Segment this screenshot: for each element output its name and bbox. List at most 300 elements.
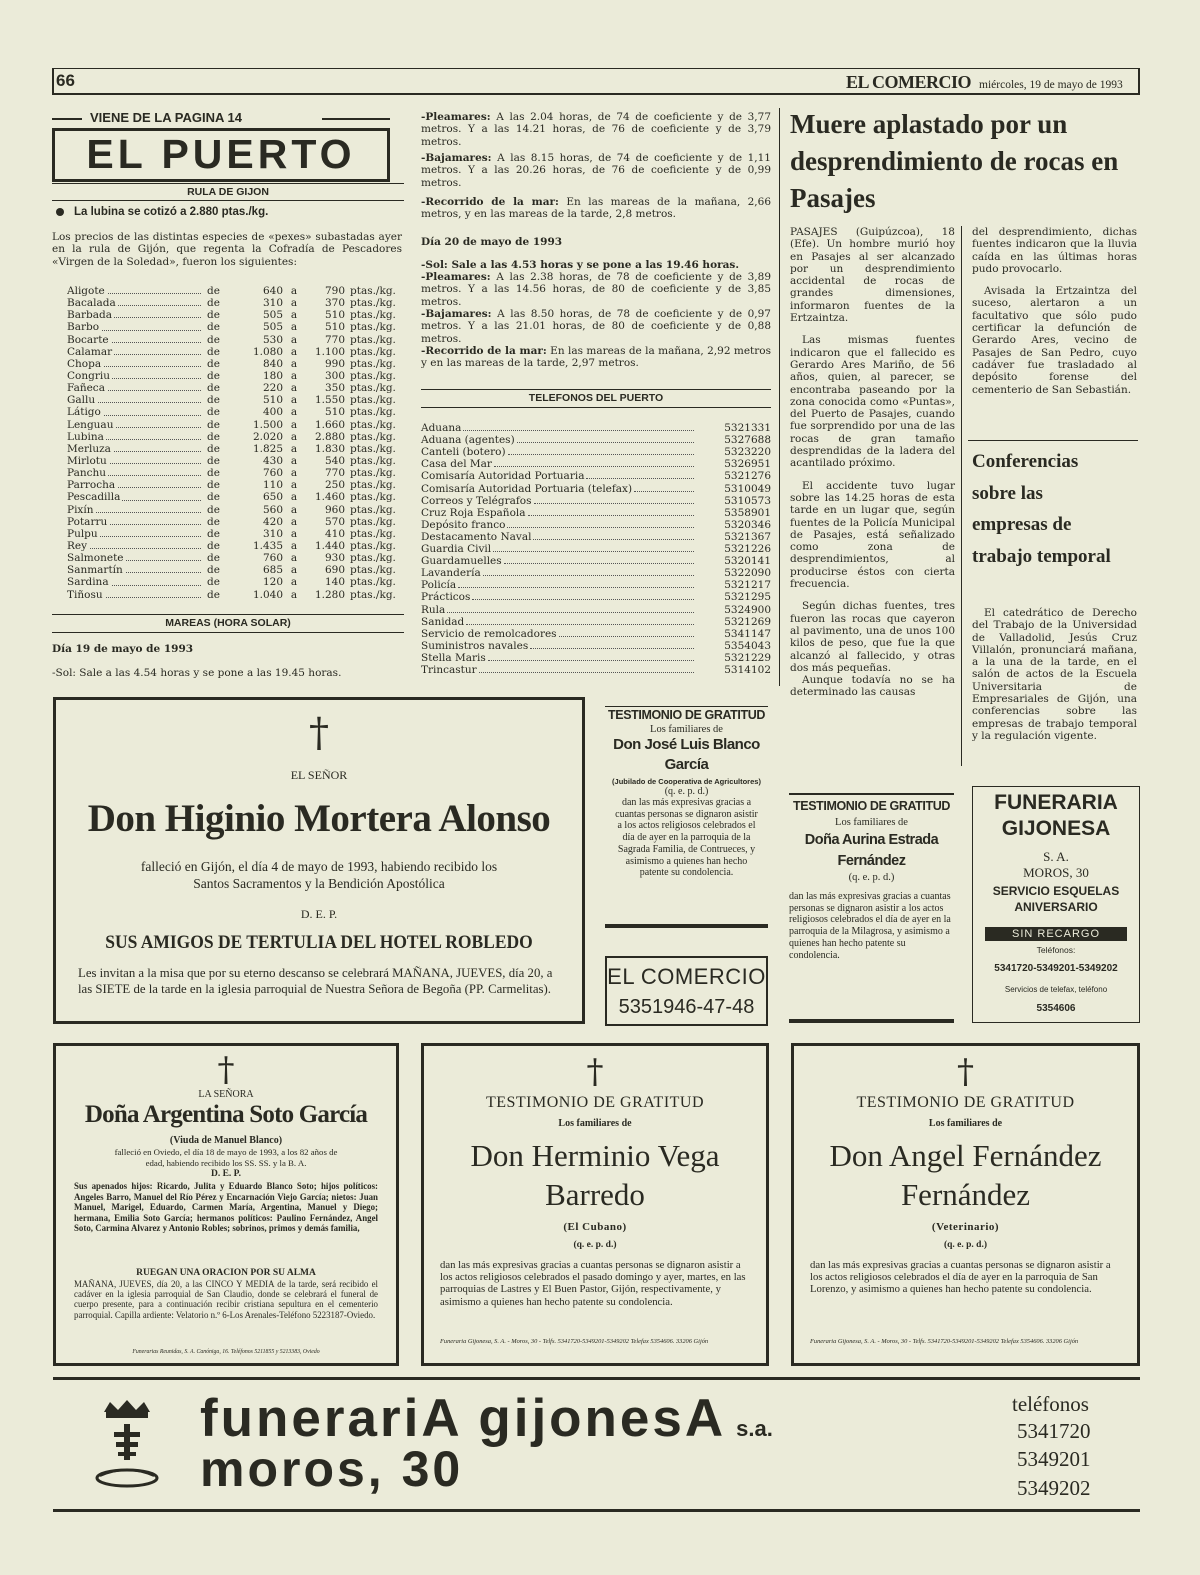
funeraria-tel-label: Teléfonos: — [1036, 945, 1076, 955]
fish-name-text: Rey — [67, 539, 88, 552]
news-paragraph: El accidente tuvo lugar sobre las 14.25 horas de esta tarde en un lugar que, según fuentes de la Policía Municipal de Pasajes, está señalizado como zona de desprendimientos, al producirse éstos con cierta frecuencia. — [790, 479, 955, 591]
crest-icon — [92, 1398, 162, 1490]
fish-high-price: 510 — [324, 309, 345, 322]
puerto-lead: La lubina se cotizó a 2.880 ptas./kg. — [74, 206, 269, 218]
fish-a: a — [290, 564, 298, 577]
fish-unit: ptas./kg. — [350, 321, 396, 334]
fish-a: a — [290, 333, 298, 346]
fish-high-price: 1.440 — [314, 539, 345, 552]
phone-name: Stella Maris — [421, 651, 486, 664]
fish-high-price: 410 — [324, 527, 345, 540]
phone-row — [421, 482, 771, 494]
phone-name: Casa del Mar — [421, 458, 492, 471]
fish-name-text: Lenguau — [67, 418, 114, 431]
leader-dots — [447, 612, 694, 613]
phone-row — [421, 616, 771, 628]
fish-a: a — [290, 442, 298, 455]
fish-name — [67, 540, 207, 552]
phone-number: 5321226 — [724, 543, 771, 556]
fish-name — [67, 576, 207, 588]
fish-name-text: Sanmartín — [67, 564, 123, 577]
leader-dots — [528, 515, 694, 516]
leader-dots — [504, 563, 694, 564]
fish-a: a — [290, 552, 298, 565]
phone-name: Comisaría Autoridad Portuaria — [421, 470, 585, 483]
testimonio-body: dan las más expresivas gracias a cuantas personas se dignaron asistir a los actos religiosos celebrados el día de ayer en la parroquia de San Lorenzo, y asimismo a quienes han hecho patente su condolencia. — [810, 1259, 1111, 1296]
news-paragraph: Aunque todavía no se ha determinado las causas — [790, 674, 955, 699]
fish-low-price: 120 — [262, 576, 283, 589]
fish-de: de — [207, 564, 220, 577]
fish-name — [67, 504, 207, 516]
news-col1 — [790, 226, 955, 699]
fish-name-text: Sardina — [67, 576, 109, 589]
puerto-title: EL PUERTO — [86, 131, 356, 177]
phone-list — [421, 422, 771, 676]
testimonio-sub: (Jubilado de Cooperativa de Agricultores) — [612, 777, 761, 786]
fish-price-row — [67, 382, 402, 394]
testimonio-name: Don José Luis Blanco García — [613, 736, 760, 773]
phone-number: 5321269 — [724, 615, 771, 628]
fish-name — [67, 564, 207, 576]
fish-a: a — [290, 588, 298, 601]
masthead: EL COMERCIO — [846, 72, 972, 92]
fish-high-price: 510 — [324, 406, 345, 419]
fish-unit: ptas./kg. — [350, 369, 396, 382]
phone-row — [421, 507, 771, 519]
obit-name: Doña Argentina Soto García — [84, 1101, 368, 1128]
fish-price-row — [67, 528, 402, 540]
phone-name: Depósito franco — [421, 518, 506, 531]
fish-de: de — [207, 442, 220, 455]
testimonio-qepd: (q. e. p. d.) — [664, 786, 709, 797]
obit-ruegan: RUEGAN UNA ORACION POR SU ALMA — [136, 1268, 316, 1278]
fish-name-text: Panchu — [67, 467, 107, 480]
phone-number: 5314102 — [724, 663, 771, 676]
fish-name-text: Bocarte — [67, 333, 109, 346]
fish-high-price: 350 — [324, 382, 345, 395]
fish-high-price: 930 — [324, 552, 345, 565]
phone-number: 5310049 — [724, 482, 771, 495]
fish-price-row — [67, 455, 402, 467]
fish-low-price: 840 — [262, 357, 283, 370]
fish-name — [67, 321, 207, 333]
fish-low-price: 640 — [262, 285, 283, 297]
news-paragraph: Las mismas fuentes indicaron que el fallecido es Gerardo Ares Mariño, de 56 años, quien, al parecer, se encontraba paseando por la zona conocida como «Puntas», del Puerto de Pasajes, cuando fue sorprendido por una de las rocas de gran tamaño desprendidas de la ladera del acantilado próximo. — [790, 334, 955, 470]
fish-name-text: Lubina — [67, 430, 104, 443]
fish-unit: ptas./kg. — [350, 552, 396, 565]
testimonio-los: Los familiares de — [650, 724, 723, 735]
cross-icon: † — [309, 710, 329, 756]
fish-a: a — [290, 454, 298, 467]
funeraria-box — [972, 786, 1140, 1023]
fish-name-text: Fañeca — [67, 382, 105, 395]
fish-name — [67, 334, 207, 346]
leader-dots — [472, 599, 694, 600]
obituary-soto — [53, 1043, 399, 1366]
phone-name: Policía — [421, 579, 457, 592]
fish-name-text: Látigo — [67, 406, 101, 419]
phone-row — [421, 495, 771, 507]
fish-price-row — [67, 297, 402, 309]
fish-unit: ptas./kg. — [350, 442, 396, 455]
day20-bajamares: -Bajamares: A las 8.50 horas, de 78 de coeficiente y de 0,97 metros. Y a las 21.01 horas, de 80 de coeficiente y de 0,88 metros. — [421, 308, 771, 345]
fish-de: de — [207, 454, 220, 467]
fish-high-price: 1.100 — [314, 345, 345, 358]
obit-died: falleció en Oviedo, el día 18 de mayo de 1993, a los 82 años de edad, habiendo recibido los SS. SS. y la B. A. — [114, 1147, 338, 1168]
fish-de: de — [207, 394, 220, 407]
fish-price-row — [67, 589, 402, 601]
fish-name-text: Pixín — [67, 503, 94, 516]
fish-low-price: 760 — [262, 552, 283, 565]
testimonio-los: Los familiares de — [928, 1118, 1003, 1129]
fish-de: de — [207, 479, 220, 492]
phone-row — [421, 603, 771, 615]
phone-name: Aduana — [421, 422, 462, 435]
fish-de: de — [207, 285, 220, 297]
leader-dots — [483, 575, 694, 576]
day20-recorrido: -Recorrido de la mar: En las mareas de la mañana, 2,92 metros y en las mareas de la tarde, 2,97 metros. — [421, 345, 771, 370]
phone-name: Destacamento Naval — [421, 530, 532, 543]
fish-high-price: 140 — [324, 576, 345, 589]
fish-name — [67, 443, 207, 455]
phone-name: Prácticos — [421, 591, 471, 604]
fish-a: a — [290, 467, 298, 480]
funeraria-name: FUNERARIA — [994, 791, 1118, 814]
footer-ad-phone: 5349202 — [1017, 1476, 1091, 1500]
fish-unit: ptas./kg. — [350, 588, 396, 601]
fish-name — [67, 479, 207, 491]
phone-row — [421, 543, 771, 555]
fish-price-row — [67, 576, 402, 588]
fish-high-price: 990 — [324, 357, 345, 370]
fish-de: de — [207, 588, 220, 601]
fish-a: a — [290, 345, 298, 358]
leader-dots — [458, 587, 694, 588]
fish-high-price: 1.660 — [314, 418, 345, 431]
fish-high-price: 2.880 — [314, 430, 345, 443]
fish-high-price: 510 — [324, 321, 345, 334]
fish-low-price: 505 — [262, 321, 283, 334]
fish-low-price: 760 — [262, 467, 283, 480]
fish-a: a — [290, 285, 298, 297]
leader-dots — [517, 442, 694, 443]
fish-de: de — [207, 333, 220, 346]
obit-line1: falleció en Gijón, el día 4 de mayo de 1993, habiendo recibido los — [140, 859, 498, 874]
comercio-ad-name: EL COMERCIO — [607, 964, 766, 989]
testimonio-body: dan las más expresivas gracias a cuantas personas se dignaron asistir a los actos religiosos celebrados el pasado domingo y ayer, martes, en las parroquias de Lastres y El Buen Pastor, Gijón, respectivamente, y asimismo a quienes han hecho patente su condolencia. — [440, 1259, 746, 1308]
fish-price-row — [67, 358, 402, 370]
fish-low-price: 1.500 — [252, 418, 283, 431]
fish-unit: ptas./kg. — [350, 406, 396, 419]
fish-de: de — [207, 515, 220, 528]
fish-low-price: 430 — [262, 454, 283, 467]
fish-name — [67, 589, 207, 601]
fish-de: de — [207, 309, 220, 322]
rula-heading: RULA DE GIJON — [187, 186, 269, 198]
fish-high-price: 960 — [324, 503, 345, 516]
footer-ad-address: moros, 30 — [200, 1441, 464, 1497]
phone-name: Guardamuelles — [421, 555, 502, 568]
phone-name: Aduana (agentes) — [421, 434, 515, 447]
fish-de: de — [207, 491, 220, 504]
fish-de: de — [207, 552, 220, 565]
phone-number: 5322090 — [724, 567, 771, 580]
fish-name — [67, 382, 207, 394]
fish-unit: ptas./kg. — [350, 467, 396, 480]
fish-unit: ptas./kg. — [350, 576, 396, 589]
funeraria-address: MOROS, 30 — [1023, 865, 1089, 880]
fish-name — [67, 528, 207, 540]
fish-name — [67, 419, 207, 431]
testimonio-qepd: (q. e. p. d.) — [848, 872, 895, 883]
fish-name — [67, 297, 207, 309]
fish-low-price: 310 — [262, 297, 283, 310]
comercio-ad — [605, 956, 768, 1026]
fish-low-price: 1.435 — [252, 539, 283, 552]
fish-de: de — [207, 345, 220, 358]
fish-a: a — [290, 418, 298, 431]
fish-name-text: Mirlotu — [67, 454, 107, 467]
fish-low-price: 510 — [262, 394, 283, 407]
testimonio-los: Los familiares de — [558, 1118, 632, 1129]
fish-price-row — [67, 285, 402, 297]
mareas-heading: MAREAS (HORA SOLAR) — [165, 617, 291, 629]
funeraria-fax: 5354606 — [1036, 1003, 1076, 1014]
fish-low-price: 400 — [262, 406, 283, 419]
news-paragraph: PASAJES (Guipúzcoa), 18 (Efe). Un hombre murió hoy en Pasajes al ser alcanzado por un desprendimiento accidental de rocas de grandes dimensiones, informaron fuentes de la Ertzaintza. — [790, 226, 955, 325]
fish-name — [67, 455, 207, 467]
fish-low-price: 310 — [262, 527, 283, 540]
fish-a: a — [290, 406, 298, 419]
fish-unit: ptas./kg. — [350, 297, 396, 310]
fish-high-price: 300 — [324, 369, 345, 382]
fish-de: de — [207, 369, 220, 382]
fish-de: de — [207, 357, 220, 370]
phone-number: 5321229 — [724, 651, 771, 664]
fish-price-row — [67, 394, 402, 406]
fish-name-text: Pescadilla — [67, 491, 121, 504]
fish-name-text: Potarru — [67, 515, 108, 528]
fish-low-price: 220 — [262, 382, 283, 395]
cross-icon: † — [957, 1052, 974, 1092]
conf-body: El catedrático de Derecho del Trabajo de la Universidad de Valladolid, Jesús Cruz Villalón, pronunciará mañana, a la una de la tarde, en el salón de actos de la Escuela Universitaria de Empresariales de Gijón, una conferencias sobre las empresas de trabajo temporal y la regulación vigente. — [972, 607, 1137, 742]
phone-number: 5358901 — [724, 506, 771, 519]
puerto-intro: Los precios de las distintas especies de «pexes» subastadas ayer en la rula de Gijón, que regenta la Cofradía de Pescadores «Virgen de la Soledad», fueron los siguientes: — [52, 231, 402, 268]
fish-unit: ptas./kg. — [350, 539, 396, 552]
fish-high-price: 1.460 — [314, 491, 345, 504]
fish-price-row — [67, 334, 402, 346]
fish-price-row — [67, 309, 402, 321]
obit-viuda: (Viuda de Manuel Blanco) — [169, 1135, 283, 1146]
fish-name — [67, 358, 207, 370]
fish-unit: ptas./kg. — [350, 564, 396, 577]
phone-row — [421, 434, 771, 446]
phone-number: 5320346 — [724, 518, 771, 531]
day19-pleamares: -Pleamares: A las 2.04 horas, de 74 de coeficiente y de 3,77 metros. Y a las 14.21 horas, de 76 de coeficiente y de 3,79 metros. — [421, 111, 772, 148]
day20-pleamares: -Pleamares: A las 2.38 horas, de 78 de coeficiente y de 3,89 metros. Y a las 14.56 horas, de 80 de coeficiente y de 3,85 metros. — [421, 271, 772, 308]
fish-high-price: 770 — [324, 467, 345, 480]
testimonio-sub: (El Cubano) — [563, 1221, 627, 1233]
obit-title: LA SEÑORA — [198, 1089, 254, 1100]
fish-name — [67, 285, 207, 297]
obit-invite: Les invitan a la misa que por su eterno descanso se celebrará MAÑANA, JUEVES, día 20, a las SIETE de la tarde en la iglesia parroquial de Nuestra Señora de Begoña (PP. Carmelitas). — [78, 966, 553, 996]
phone-row — [421, 579, 771, 591]
phone-row — [421, 470, 771, 482]
phone-name: Suministros navales — [421, 639, 529, 652]
fish-name-text: Aligote — [67, 285, 105, 297]
leader-dots — [530, 648, 694, 649]
testimonio-name: Doña Aurina Estrada Fernández — [804, 832, 939, 869]
phone-name: Lavandería — [421, 567, 481, 580]
fish-low-price: 685 — [262, 564, 283, 577]
fish-price-row — [67, 516, 402, 528]
fish-a: a — [290, 369, 298, 382]
phone-number: 5326951 — [724, 458, 771, 471]
phone-number: 5354043 — [724, 639, 771, 652]
fish-price-row — [67, 406, 402, 418]
footer-ad-tel-label: teléfonos — [1012, 1392, 1089, 1416]
fish-high-price: 1.280 — [314, 588, 345, 601]
fish-unit: ptas./kg. — [350, 515, 396, 528]
fish-high-price: 370 — [324, 297, 345, 310]
phone-row — [421, 664, 771, 676]
obit-dep: D. E. P. — [300, 907, 338, 921]
day20-sol: -Sol: Sale a las 4.53 horas y se pone a las 19.46 horas. — [421, 259, 739, 271]
phone-row — [421, 531, 771, 543]
fish-name-text: Merluza — [67, 442, 111, 455]
fish-name — [67, 467, 207, 479]
fish-price-row — [67, 504, 402, 516]
fish-a: a — [290, 357, 298, 370]
news-headline: Muere aplastado por un desprendimiento de rocas en Pasajes — [790, 109, 1119, 213]
fish-low-price: 530 — [262, 333, 283, 346]
fish-a: a — [290, 394, 298, 407]
fish-name — [67, 516, 207, 528]
puerto-kicker: VIENE DE LA PAGINA 14 — [90, 110, 242, 125]
leader-dots — [508, 454, 694, 455]
phone-name: Servicio de remolcadores — [421, 627, 557, 640]
fish-price-row — [67, 419, 402, 431]
fish-unit: ptas./kg. — [350, 454, 396, 467]
obit-name: Don Higinio Mortera Alonso — [87, 797, 551, 840]
testimonio-body: dan las más expresivas gracias a cuantas personas se dignaron asistir a los actos religiosos celebrados el día de ayer en la parroquia de la Milagrosa, y asimismo a quienes han hecho patente su condolencia. — [789, 891, 951, 961]
leader-dots — [586, 478, 694, 479]
fish-a: a — [290, 539, 298, 552]
day19-bajamares: -Bajamares: A las 8.15 horas, de 74 de coeficiente y de 1,11 metros. Y a las 20.26 horas, de 76 de coeficiente y de 0,99 metros. — [421, 152, 771, 189]
news-col2 — [972, 226, 1137, 396]
footer-ad-phone: 5349201 — [1017, 1447, 1091, 1471]
day20-heading: Día 20 de mayo de 1993 — [421, 236, 563, 248]
phone-row — [421, 555, 771, 567]
testimonio-qepd: (q. e. p. d.) — [573, 1240, 617, 1250]
phone-number: 5321295 — [724, 591, 771, 604]
leader-dots — [634, 491, 694, 492]
obit-title: EL SEÑOR — [290, 768, 348, 782]
phone-row — [421, 640, 771, 652]
fish-name — [67, 309, 207, 321]
fish-high-price: 770 — [324, 333, 345, 346]
funeraria-service: ANIVERSARIO — [1014, 900, 1098, 914]
fish-name — [67, 346, 207, 358]
testimonio-name: Don Angel Fernández Fernández — [829, 1138, 1102, 1212]
testimonio-title: TESTIMONIO DE GRATITUD — [856, 1094, 1075, 1111]
funeraria-fax-label: Servicios de telefax, teléfono — [1004, 985, 1108, 994]
fish-unit: ptas./kg. — [350, 527, 396, 540]
leader-dots — [494, 466, 694, 467]
fish-price-row — [67, 346, 402, 358]
fish-unit: ptas./kg. — [350, 285, 396, 297]
bullet-icon — [56, 208, 64, 216]
phone-name: Correos y Telégrafos — [421, 494, 532, 507]
fish-price-table — [67, 285, 402, 601]
phone-name: Rula — [421, 603, 446, 616]
phone-number: 5324900 — [724, 603, 771, 616]
phone-row — [421, 458, 771, 470]
fish-name-text: Congriu — [67, 369, 110, 382]
leader-dots — [479, 672, 694, 673]
phone-number: 5321331 — [724, 422, 771, 435]
funeraria-service: SERVICIO ESQUELAS — [992, 884, 1120, 898]
fish-low-price: 505 — [262, 309, 283, 322]
leader-dots — [466, 624, 694, 625]
fish-name — [67, 394, 207, 406]
fish-unit: ptas./kg. — [350, 503, 396, 516]
news-paragraph: Avisada la Ertzaintza del suceso, alertaron a un facultativo que sólo pudo certificar la defunción de Gerardo Ares, vecino de Pasajes de San Pedro, cuyo cadáver fue trasladado al depósito forense del cementerio de San Sebastián. — [972, 285, 1137, 396]
fish-de: de — [207, 527, 220, 540]
fish-price-row — [67, 540, 402, 552]
footer-ad-sa: s.a. — [736, 1416, 773, 1441]
testimonio-blanco — [605, 708, 768, 879]
fish-a: a — [290, 527, 298, 540]
phone-row — [421, 422, 771, 434]
fish-unit: ptas./kg. — [350, 357, 396, 370]
fish-price-row — [67, 479, 402, 491]
fish-low-price: 560 — [262, 503, 283, 516]
fish-low-price: 420 — [262, 515, 283, 528]
leader-dots — [463, 430, 694, 431]
fish-low-price: 650 — [262, 491, 283, 504]
fish-de: de — [207, 418, 220, 431]
fish-price-row — [67, 467, 402, 479]
fish-de: de — [207, 576, 220, 589]
fish-low-price: 180 — [262, 369, 283, 382]
fish-name — [67, 406, 207, 418]
fish-unit: ptas./kg. — [350, 382, 396, 395]
fish-a: a — [290, 515, 298, 528]
fish-price-row — [67, 431, 402, 443]
phone-name: Guardia Civil — [421, 543, 492, 556]
fish-name-text: Barbada — [67, 309, 112, 322]
testimonio-name: Don Herminio Vega Barredo — [470, 1138, 720, 1212]
funeraria-banner: SIN RECARGO — [985, 927, 1127, 941]
phone-row — [421, 652, 771, 664]
funeraria-name: GIJONESA — [1001, 817, 1111, 840]
fish-high-price: 1.550 — [314, 394, 345, 407]
fish-a: a — [290, 479, 298, 492]
phone-number: 5321217 — [724, 579, 771, 592]
comercio-ad-phone: 5351946-47-48 — [618, 996, 755, 1018]
obit-footer: Funerarias Reunidas, S. A. Canóniga, 16. Teléfonos 5211855 y 5213383, Oviedo — [132, 1349, 320, 1355]
fish-a: a — [290, 491, 298, 504]
telefonos-heading: TELEFONOS DEL PUERTO — [528, 392, 664, 404]
phone-number: 5323220 — [724, 446, 771, 459]
fish-high-price: 250 — [324, 479, 345, 492]
obituary-mortera — [53, 697, 585, 1024]
testimonio-title: TESTIMONIO DE GRATITUD — [793, 799, 950, 813]
testimonio-qepd: (q. e. p. d.) — [943, 1240, 988, 1250]
fish-high-price: 570 — [324, 515, 345, 528]
fish-name-text: Calamar — [67, 345, 113, 358]
